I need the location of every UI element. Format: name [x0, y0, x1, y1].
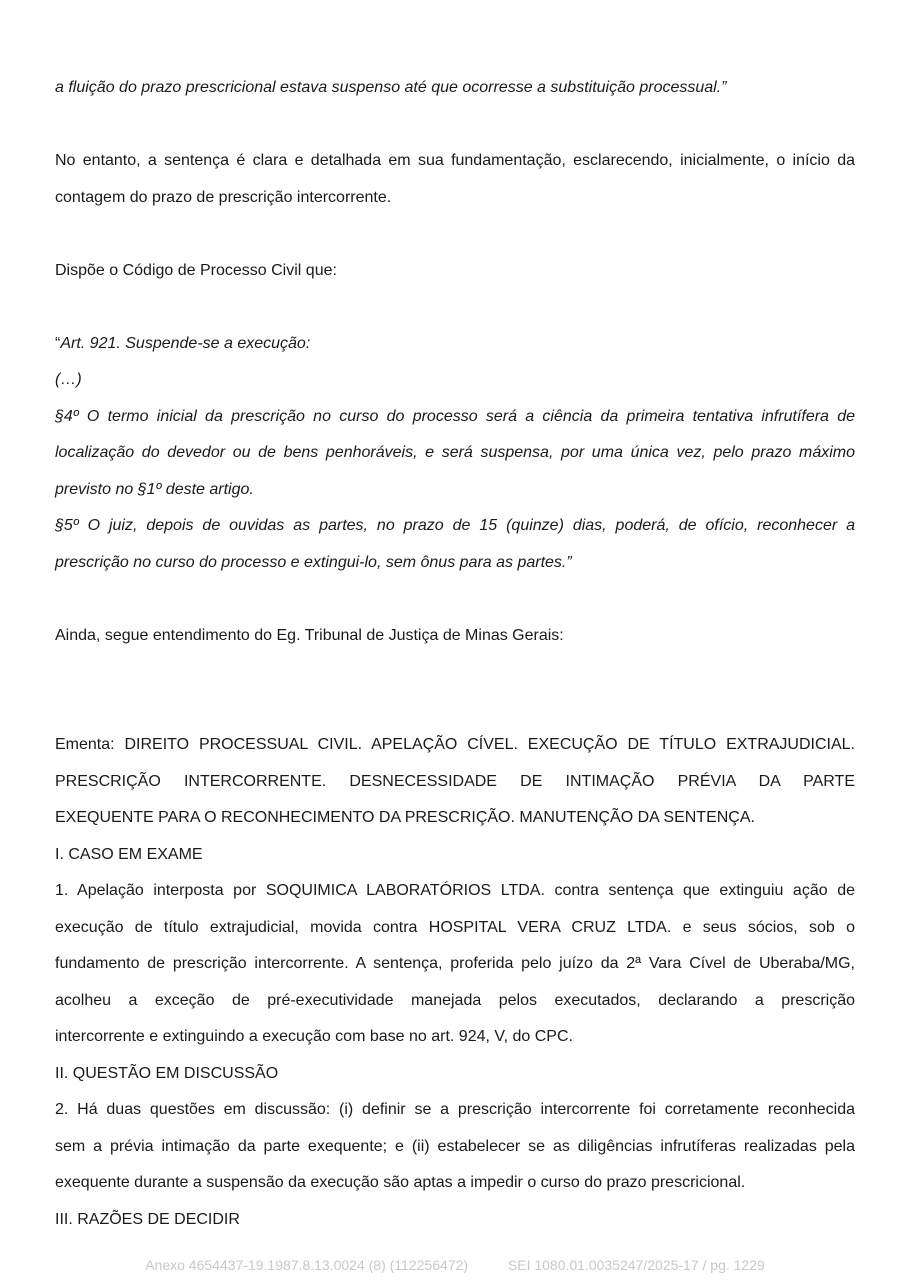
page-footer	[0, 1257, 910, 1273]
quote-text: Art. 921. Suspende-se a execução:	[60, 334, 311, 352]
item-line: sem a prévia intimação da parte exequente; e (ii) estabelecer se as diligências infrutíferas realizadas pela	[55, 1137, 855, 1155]
quote-line: prescrição no curso do processo e extingui-lo, sem ônus para as partes.”	[55, 553, 572, 571]
item-line: 2. Há duas questões em discussão: (i) definir se a prescrição intercorrente foi corretamente reconhecida	[55, 1101, 855, 1118]
item-line: fundamento de prescrição intercorrente. A sentença, proferida pelo juízo da 2ª Vara Cível de Uberaba/MG,	[55, 955, 855, 972]
quote-line: previsto no §1º deste artigo.	[55, 480, 254, 498]
item-line: 1. Apelação interposta por SOQUIMICA LABORATÓRIOS LTDA. contra sentença que extinguiu ação de	[55, 882, 855, 899]
ementa-line: PRESCRIÇÃO INTERCORRENTE. DESNECESSIDADE DE INTIMAÇÃO PRÉVIA DA PARTE	[55, 772, 855, 790]
section-heading: III. RAZÕES DE DECIDIR	[55, 1210, 240, 1228]
ementa-line: Ementa: DIREITO PROCESSUAL CIVIL. APELAÇÃO CÍVEL. EXECUÇÃO DE TÍTULO EXTRAJUDICIAL.	[55, 736, 855, 753]
spacer	[55, 107, 855, 144]
document-body	[55, 70, 855, 1238]
paragraph-line: No entanto, a sentença é clara e detalhada em sua fundamentação, esclarecendo, inicialmente, o início da	[55, 152, 855, 169]
spacer	[55, 581, 855, 618]
section-heading: II. QUESTÃO EM DISCUSSÃO	[55, 1064, 279, 1082]
paragraph-line: Dispõe o Código de Processo Civil que:	[55, 261, 337, 279]
spacer	[55, 216, 855, 253]
item-line: exequente durante a suspensão da execução são aptas a impedir o curso do prazo prescricional.	[55, 1174, 746, 1191]
paragraph-line: Ainda, segue entendimento do Eg. Tribunal de Justiça de Minas Gerais:	[55, 626, 564, 644]
quote-open-mark: “	[55, 334, 61, 352]
footer-annex-reference: Anexo 4654437-19.1987.8.13.0024 (8) (112256472)	[145, 1257, 468, 1273]
item-line: execução de título extrajudicial, movida contra HOSPITAL VERA CRUZ LTDA. e seus sócios, sob o	[55, 918, 855, 936]
spacer	[55, 289, 855, 326]
ementa-line: EXEQUENTE PARA O RECONHECIMENTO DA PRESCRIÇÃO. MANUTENÇÃO DA SENTENÇA.	[55, 809, 755, 826]
item-line: intercorrente e extinguindo a execução com base no art. 924, V, do CPC.	[55, 1028, 573, 1045]
item-line: acolheu a exceção de pré-executividade manejada pelos executados, declarando a prescrição	[55, 991, 855, 1009]
paragraph-line: contagem do prazo de prescrição intercorrente.	[55, 188, 392, 206]
quote-line: §4º O termo inicial da prescrição no curso do processo será a ciência da primeira tentativa infrutífera de	[55, 407, 855, 425]
quote-line: (…)	[55, 371, 82, 388]
paragraph-line: a fluição do prazo prescricional estava suspenso até que ocorresse a substituição processual.”	[55, 79, 727, 96]
footer-sei-reference: SEI 1080.01.0035247/2025-17 / pg. 1229	[507, 1257, 765, 1273]
spacer	[55, 654, 855, 727]
quote-line: §5º O juiz, depois de ouvidas as partes, no prazo de 15 (quinze) dias, poderá, de ofício, reconhecer a	[55, 517, 855, 534]
section-heading: I. CASO EM EXAME	[55, 845, 203, 863]
quote-line	[55, 326, 855, 363]
quote-line: localização do devedor ou de bens penhoráveis, e será suspensa, por uma única vez, pelo prazo máximo	[55, 444, 855, 461]
